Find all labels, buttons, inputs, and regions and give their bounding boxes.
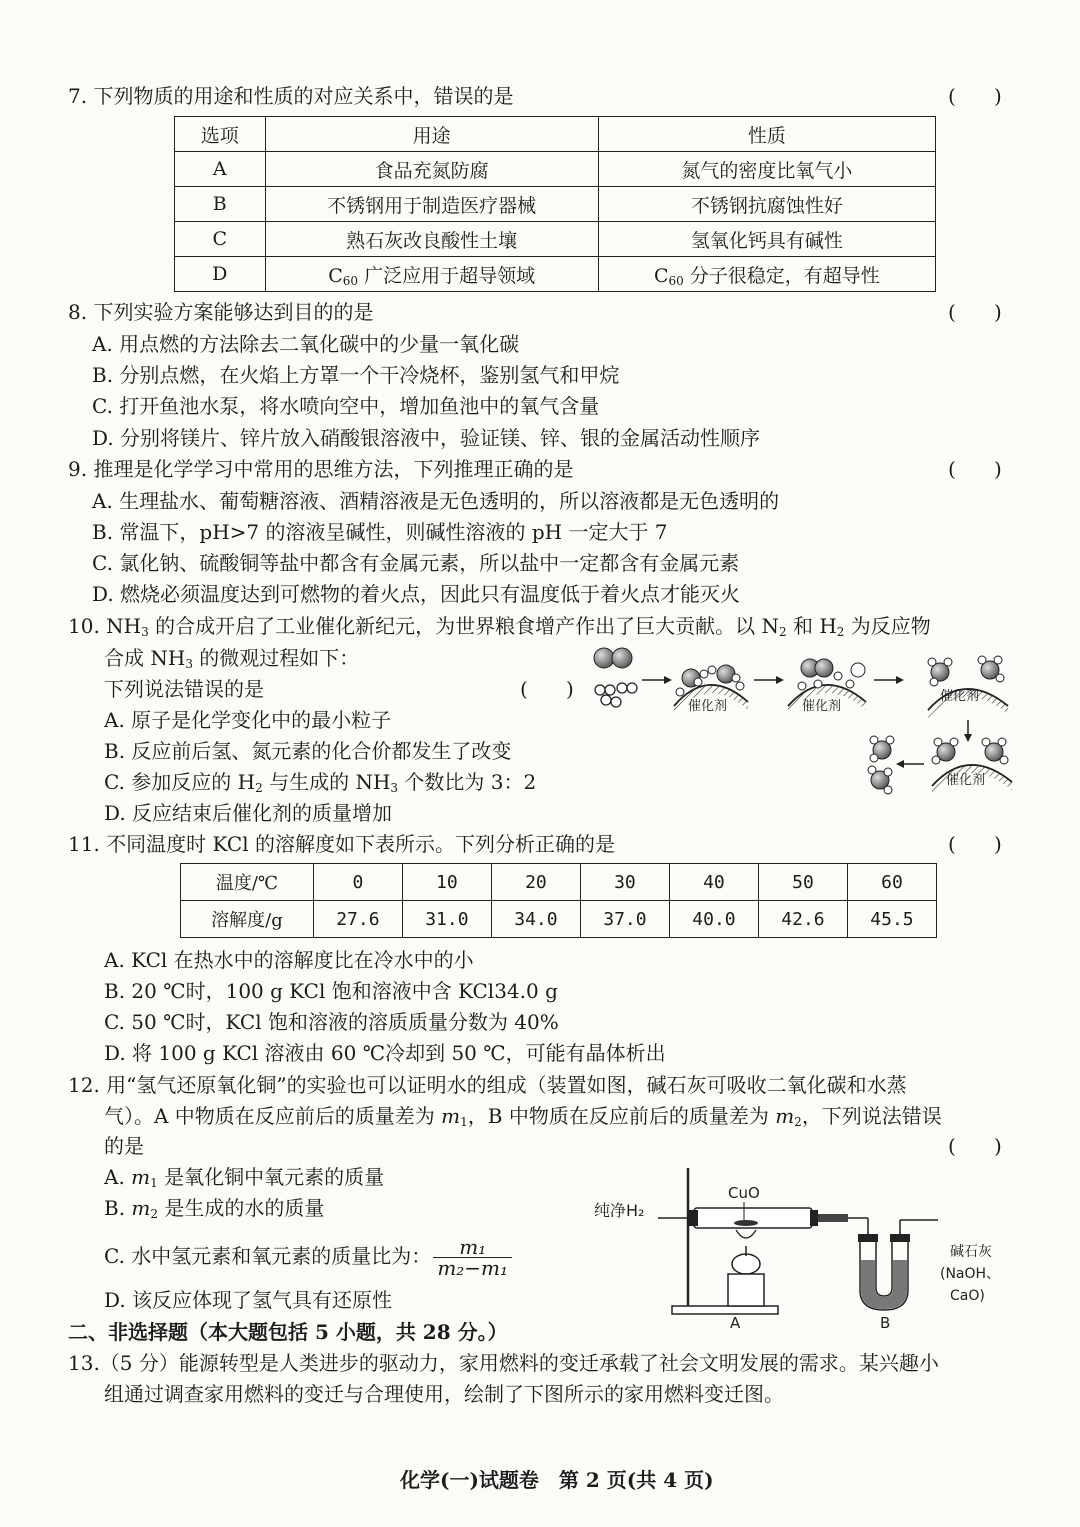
- soda-lime-label: CaO): [950, 1288, 985, 1304]
- temp-cell: 10: [402, 864, 491, 901]
- arrow-icon: [776, 676, 784, 684]
- flame-icon: [736, 1230, 756, 1238]
- catalyst-label: 催化剂: [940, 689, 980, 704]
- table-row: [175, 257, 936, 292]
- alcohol-lamp: [732, 1254, 760, 1274]
- q7-cell: 食品充氮防腐: [265, 152, 598, 187]
- temp-cell: 60: [847, 864, 936, 901]
- q10-option-a: A. 原子是化学变化中的最小粒子: [104, 708, 392, 732]
- mass-symbol: m: [131, 1165, 151, 1189]
- solubility-cell: 45.5: [847, 901, 936, 938]
- subscript: 2: [794, 1115, 802, 1129]
- q10-option-d: D. 反应结束后催化剂的质量增加: [104, 801, 393, 825]
- q12-text: ，下列说法错误: [801, 1104, 942, 1128]
- soda-lime-label: (NaOH、: [940, 1266, 1001, 1282]
- q12-text: B.: [104, 1196, 132, 1220]
- catalyst-surface-step5: [932, 738, 1012, 794]
- c60-symbol: C: [328, 264, 343, 287]
- table-row: [175, 152, 936, 187]
- mass-ratio-fraction: [433, 1237, 512, 1278]
- q12-stem-line2: [104, 1102, 942, 1136]
- q10-text: 和 H: [786, 614, 837, 638]
- q9-option-d: D. 燃烧必须温度达到可燃物的着火点，因此只有温度低于着火点才能灭火: [92, 582, 741, 606]
- h2-molecules: [595, 683, 637, 707]
- q8-option-b: B. 分别点燃，在火焰上方罩一个干冷烧杯，鉴别氢气和甲烷: [92, 363, 620, 387]
- stopper: [810, 1210, 818, 1226]
- soda-lime-label: 碱石灰: [950, 1244, 992, 1260]
- table-row: [181, 901, 937, 938]
- q10-stem-line2: [104, 644, 359, 678]
- temp-cell: 20: [491, 864, 580, 901]
- q7-cell: C: [175, 222, 266, 257]
- label-b: B: [880, 1314, 891, 1330]
- q10-text: C. 参加反应的 H: [104, 770, 256, 794]
- c60-symbol: C: [653, 264, 669, 287]
- c60-subscript: 60: [342, 273, 359, 288]
- q12-answer-paren: ( ): [948, 1134, 1002, 1158]
- mass-symbol: m: [441, 1104, 461, 1128]
- q11-option-b: B. 20 ℃时，100 g KCl 饱和溶液中含 KCl34.0 g: [104, 979, 558, 1003]
- q8-stem: 8. 下列实验方案能够达到目的的是: [68, 300, 374, 324]
- q9-option-c: C. 氯化钠、硫酸铜等盐中都含有金属元素，所以盐中一定都含有金属元素: [92, 551, 740, 575]
- q7-cell: D: [175, 257, 266, 292]
- catalyst-label: 催化剂: [946, 773, 986, 788]
- q9-option-b: B. 常温下，pH>7 的溶液呈碱性，则碱性溶液的 pH 一定大于 7: [92, 520, 668, 544]
- q11-option-d: D. 将 100 g KCl 溶液由 60 ℃冷却到 50 ℃，可能有晶体析出: [104, 1041, 666, 1065]
- soda-lime-fill: [861, 1260, 907, 1309]
- q7-answer-paren: ( ): [948, 84, 1002, 108]
- q7-cell: A: [175, 152, 266, 187]
- solubility-cell: 37.0: [580, 901, 669, 938]
- temp-cell: 30: [580, 864, 669, 901]
- q12-option-b: [104, 1194, 324, 1228]
- q7-cell: 不锈钢用于制造医疗器械: [265, 187, 598, 222]
- q9-answer-paren: ( ): [948, 457, 1002, 481]
- q10-text: 的合成开启了工业催化新纪元，为世界粮食增产作出了巨大贡献。以 N: [148, 614, 779, 638]
- kcl-solubility-table: [180, 863, 937, 938]
- u-tube-stopper: [890, 1234, 910, 1242]
- q12-text: 气）。A 中物质在反应前后的质量差为: [104, 1104, 442, 1128]
- q10-stem-line3: 下列说法错误的是: [104, 677, 264, 701]
- label-a: A: [730, 1314, 741, 1330]
- hydrogen-reduction-apparatus: [588, 1160, 1028, 1330]
- q13-line2: 组通过调查家用燃料的变迁与合理使用，绘制了下图所示的家用燃料变迁图。: [104, 1382, 784, 1406]
- q12-text: A.: [104, 1165, 132, 1189]
- lamp-stand: [728, 1274, 764, 1306]
- section-2-heading: 二、非选择题（本大题包括 5 小题，共 28 分。）: [68, 1320, 508, 1344]
- temp-cell: 40: [669, 864, 758, 901]
- table-row: [175, 222, 936, 257]
- q7-header-use: 用途: [265, 117, 598, 152]
- q10-text: 的微观过程如下：: [192, 646, 360, 670]
- q7-cell: 氢氧化钙具有碱性: [598, 222, 935, 257]
- q9-stem: 9. 推理是化学学习中常用的思维方法，下列推理正确的是: [68, 457, 574, 481]
- solubility-cell: 40.0: [669, 901, 758, 938]
- temp-header: 温度/℃: [181, 864, 314, 901]
- q8-option-a: A. 用点燃的方法除去二氧化碳中的少量一氧化碳: [92, 332, 520, 356]
- q7-cell-d-property: [598, 257, 935, 292]
- q10-text: 个数比为 3：2: [398, 770, 537, 794]
- q7-header-option: 选项: [175, 117, 266, 152]
- subscript: 2: [778, 625, 787, 639]
- c60-subscript: 60: [668, 273, 684, 288]
- q12-option-d: D. 该反应体现了氢气具有还原性: [104, 1288, 393, 1312]
- temp-cell: 50: [758, 864, 847, 901]
- ammonia-synthesis-diagram: [588, 640, 1028, 800]
- pure-h2-label: 纯净H₂: [594, 1201, 645, 1220]
- q11-stem: 11. 不同温度时 KCl 的溶解度如下表所示。下列分析正确的是: [68, 832, 615, 856]
- q7-d-use-text: 广泛应用于超导领域: [358, 264, 536, 287]
- q12-option-c: [104, 1236, 512, 1278]
- q7-header-property: 性质: [598, 117, 935, 152]
- q8-answer-paren: ( ): [948, 300, 1002, 324]
- page-footer: 化学(一)试题卷 第 2 页(共 4 页): [400, 1468, 714, 1492]
- q12-text: 是生成的水的质量: [158, 1196, 325, 1220]
- subscript: 3: [185, 657, 193, 671]
- nh3-molecules: [868, 736, 894, 794]
- rubber-connector: [818, 1214, 848, 1222]
- q10-answer-paren: ( ): [520, 677, 574, 701]
- cuo-powder: [734, 1220, 758, 1226]
- subscript: 1: [150, 1176, 158, 1190]
- q10-text: 合成 NH: [104, 646, 186, 670]
- q12-option-a: [104, 1163, 384, 1197]
- catalyst-surface-step2: [674, 665, 748, 714]
- q11-option-a: A. KCl 在热水中的溶解度比在冷水中的小: [104, 948, 474, 972]
- subscript: 2: [255, 781, 263, 795]
- q10-text: 10. NH: [68, 614, 142, 638]
- table-row: [175, 187, 936, 222]
- q7-d-property-text: 分子很稳定，有超导性: [683, 264, 880, 287]
- iron-stand-base: [672, 1306, 778, 1314]
- q12-stem-line3: 的是: [104, 1134, 144, 1158]
- mass-symbol: m: [131, 1196, 151, 1220]
- table-row: [181, 864, 937, 901]
- subscript: 2: [836, 625, 845, 639]
- solubility-cell: 31.0: [402, 901, 491, 938]
- arrow-icon: [664, 676, 672, 684]
- q7-cell: B: [175, 187, 266, 222]
- temp-cell: 0: [313, 864, 402, 901]
- q9-option-a: A. 生理盐水、葡萄糖溶液、酒精溶液是无色透明的，所以溶液都是无色透明的: [92, 489, 780, 513]
- q10-option-c: [104, 768, 536, 802]
- solubility-cell: 42.6: [758, 901, 847, 938]
- q12-text: C. 水中氢元素和氧元素的质量比为：: [104, 1244, 432, 1268]
- solubility-header: 溶解度/g: [181, 901, 314, 938]
- subscript: 1: [460, 1115, 468, 1129]
- q7-cell-d-use: [265, 257, 598, 292]
- solubility-cell: 34.0: [491, 901, 580, 938]
- q12-text: 是氧化铜中氧元素的质量: [157, 1165, 385, 1189]
- n2-molecule: [594, 648, 632, 668]
- subscript: 3: [390, 781, 399, 795]
- arrow-icon: [964, 734, 972, 742]
- q7-cell: 不锈钢抗腐蚀性好: [598, 187, 935, 222]
- q8-option-c: C. 打开鱼池水泵，将水喷向空中，增加鱼池中的氧气含量: [92, 394, 600, 418]
- q7-table: [174, 116, 936, 292]
- q10-text: 与生成的 NH: [262, 770, 391, 794]
- subscript: 2: [150, 1207, 159, 1221]
- q8-option-d: D. 分别将镁片、锌片放入硝酸银溶液中，验证镁、锌、银的金属活动性顺序: [92, 426, 761, 450]
- q12-stem-line1: 12. 用“氢气还原氧化铜”的实验也可以证明水的组成（装置如图，碱石灰可吸收二氧化碳和水蒸: [68, 1073, 907, 1097]
- q10-text: 为反应物: [844, 614, 931, 638]
- catalyst-surface-step4: [928, 656, 1008, 718]
- mass-symbol: m: [775, 1104, 795, 1128]
- solubility-cell: 27.6: [313, 901, 402, 938]
- q13-line1: 13.（5 分）能源转型是人类进步的驱动力，家用燃料的变迁承载了社会文明发展的需求。某兴趣小: [68, 1351, 939, 1375]
- q11-option-c: C. 50 ℃时，KCl 饱和溶液的溶质质量分数为 40%: [104, 1010, 559, 1034]
- catalyst-label: 催化剂: [688, 699, 728, 714]
- q10-option-b: B. 反应前后氢、氮元素的化合价都发生了改变: [104, 739, 512, 763]
- u-tube-inner: [876, 1240, 892, 1296]
- q11-answer-paren: ( ): [948, 832, 1002, 856]
- arrow-icon: [896, 676, 904, 684]
- q12-text: ，B 中物质在反应前后的质量差为: [467, 1104, 776, 1128]
- fraction-numerator: m₁: [433, 1237, 512, 1258]
- q7-stem: 7. 下列物质的用途和性质的对应关系中，错误的是: [68, 84, 514, 108]
- u-tube-stopper: [858, 1234, 878, 1242]
- arrow-icon: [896, 760, 904, 768]
- cuo-label: CuO: [728, 1184, 760, 1202]
- catalyst-surface-step3: [788, 659, 866, 714]
- q7-cell: 熟石灰改良酸性土壤: [265, 222, 598, 257]
- catalyst-label: 催化剂: [802, 699, 842, 714]
- subscript: 3: [141, 625, 149, 639]
- q7-cell: 氮气的密度比氧气小: [598, 152, 935, 187]
- fraction-denominator: m₂−m₁: [437, 1256, 509, 1280]
- stopper: [688, 1210, 698, 1226]
